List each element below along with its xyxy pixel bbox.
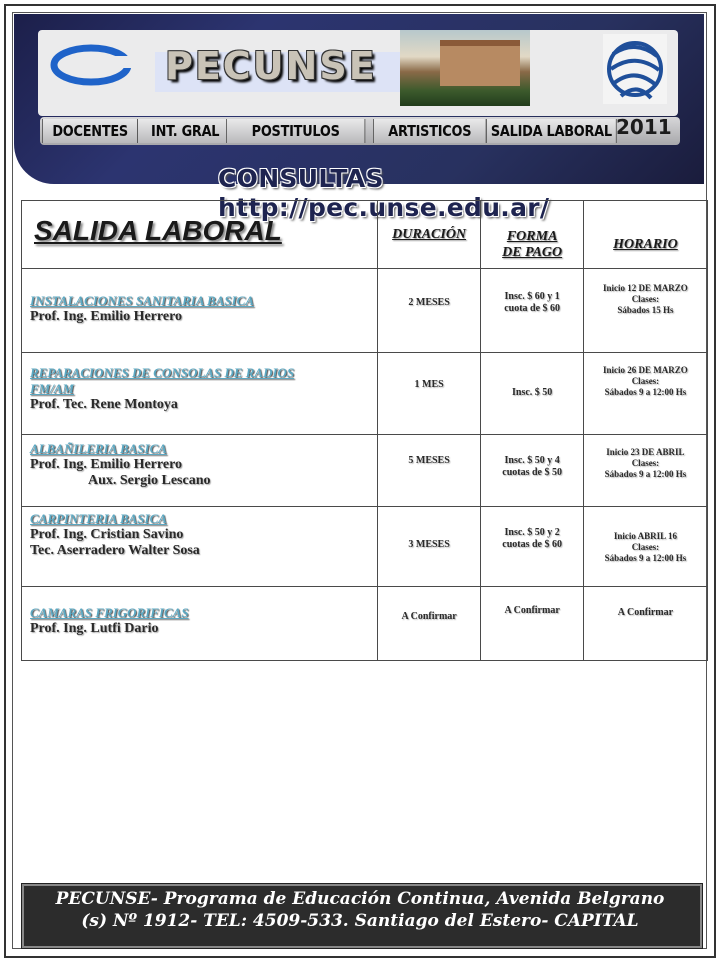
schedule-line: Sábados 9 a 12:00 Hs xyxy=(604,553,687,563)
payment-line: cuotas de $ 50 xyxy=(502,467,562,478)
course-assistant: Aux. Sergio Lescano xyxy=(88,473,211,488)
schedule-line: Clases: xyxy=(631,458,660,468)
schedule-line: Sábados 15 Hs xyxy=(617,305,674,315)
course-duration: 2 MESES xyxy=(377,269,481,353)
header-forma-line-2: DE PAGO xyxy=(502,245,563,260)
course-duration: 5 MESES xyxy=(377,435,481,507)
course-professor: Prof. Ing. Emilio Herrero xyxy=(30,457,183,472)
nav-salida-laboral[interactable]: SALIDA LABORAL xyxy=(486,119,617,143)
course-title: CAMARAS FRIGORIFICAS xyxy=(30,605,189,620)
table-row xyxy=(22,435,708,507)
table-header-row xyxy=(22,201,708,269)
table-row xyxy=(22,587,708,661)
course-cell xyxy=(22,507,378,587)
course-professor: Prof. Ing. Cristian Savino xyxy=(30,527,184,542)
course-duration: 1 MES xyxy=(377,353,481,435)
course-title: REPARACIONES DE CONSOLAS DE RADIOS xyxy=(30,365,295,380)
course-schedule xyxy=(583,269,707,353)
course-professor: Prof. Tec. Rene Montoya xyxy=(30,397,178,412)
course-payment xyxy=(481,435,583,507)
schedule-line: Inicio 23 DE ABRIL xyxy=(606,447,685,457)
building-photo xyxy=(400,30,530,106)
schedule-line: Inicio ABRIL 16 xyxy=(613,531,677,541)
schedule-line: Inicio 12 DE MARZO xyxy=(603,283,688,293)
course-title: ALBAÑILERIA BASICA xyxy=(30,441,167,456)
course-cell xyxy=(22,269,378,353)
header-horario: HORARIO xyxy=(583,201,707,269)
payment-line: cuotas de $ 60 xyxy=(502,539,562,550)
courses-table xyxy=(21,200,708,661)
footer-text xyxy=(30,888,690,932)
header-forma-line-1: FORMA xyxy=(506,229,558,244)
course-payment: A Confirmar xyxy=(481,587,583,661)
course-schedule: A Confirmar xyxy=(583,587,707,661)
payment-line: cuota de $ 60 xyxy=(504,303,561,314)
table-row xyxy=(22,353,708,435)
site-title: PECUNSE xyxy=(165,44,377,88)
course-schedule xyxy=(583,353,707,435)
schedule-line: Clases: xyxy=(631,376,660,386)
course-schedule xyxy=(583,435,707,507)
course-title-cont: FM/AM xyxy=(30,381,75,396)
footer-line-2: (s) Nº 1912- TEL: 4509-533. Santiago del Estero- CAPITAL xyxy=(81,911,639,931)
course-payment xyxy=(481,507,583,587)
table-row xyxy=(22,507,708,587)
course-cell xyxy=(22,435,378,507)
course-schedule xyxy=(583,507,707,587)
course-duration: A Confirmar xyxy=(377,587,481,661)
table-title: SALIDA LABORAL xyxy=(22,201,378,269)
header-forma-pago xyxy=(481,201,583,269)
nav-int-gral[interactable]: INT. GRAL xyxy=(137,119,233,143)
university-emblem-icon xyxy=(603,34,667,104)
course-assistant: Tec. Aserradero Walter Sosa xyxy=(30,543,200,558)
course-payment: Insc. $ 50 xyxy=(481,353,583,435)
course-title: CARPINTERIA BASICA xyxy=(30,511,167,526)
schedule-line: Sábados 9 a 12:00 Hs xyxy=(604,387,687,397)
payment-line: Insc. $ 50 y 2 xyxy=(504,527,560,538)
payment-line: Insc. $ 50 y 4 xyxy=(504,455,560,466)
course-professor: Prof. Ing. Lutfi Dario xyxy=(30,621,159,636)
course-cell xyxy=(22,587,378,661)
nav-docentes[interactable]: DOCENTES xyxy=(42,119,138,143)
course-payment xyxy=(481,269,583,353)
course-title: INSTALACIONES SANITARIA BASICA xyxy=(30,293,254,308)
schedule-line: Clases: xyxy=(631,294,660,304)
table-row xyxy=(22,269,708,353)
course-cell xyxy=(22,353,378,435)
nav-artisticos[interactable]: ARTISTICOS xyxy=(373,119,487,143)
year-label: 2011 xyxy=(616,115,672,139)
consultas-link[interactable]: CONSULTAS http://pec.unse.edu.ar/ xyxy=(218,164,550,222)
schedule-line: Clases: xyxy=(631,542,660,552)
header-duracion: DURACIÓN xyxy=(377,201,481,269)
schedule-line: Inicio 26 DE MARZO xyxy=(603,365,688,375)
course-duration: 3 MESES xyxy=(377,507,481,587)
logo-swoosh-icon xyxy=(50,42,132,88)
schedule-line: Sábados 9 a 12:00 Hs xyxy=(604,469,687,479)
payment-line: Insc. $ 60 y 1 xyxy=(504,291,560,302)
nav-postitulos[interactable]: POSTITULOS xyxy=(226,119,365,143)
course-professor: Prof. Ing. Emilio Herrero xyxy=(30,309,183,324)
footer-line-1: PECUNSE- Programa de Educación Continua, Avenida Belgrano xyxy=(55,889,665,909)
